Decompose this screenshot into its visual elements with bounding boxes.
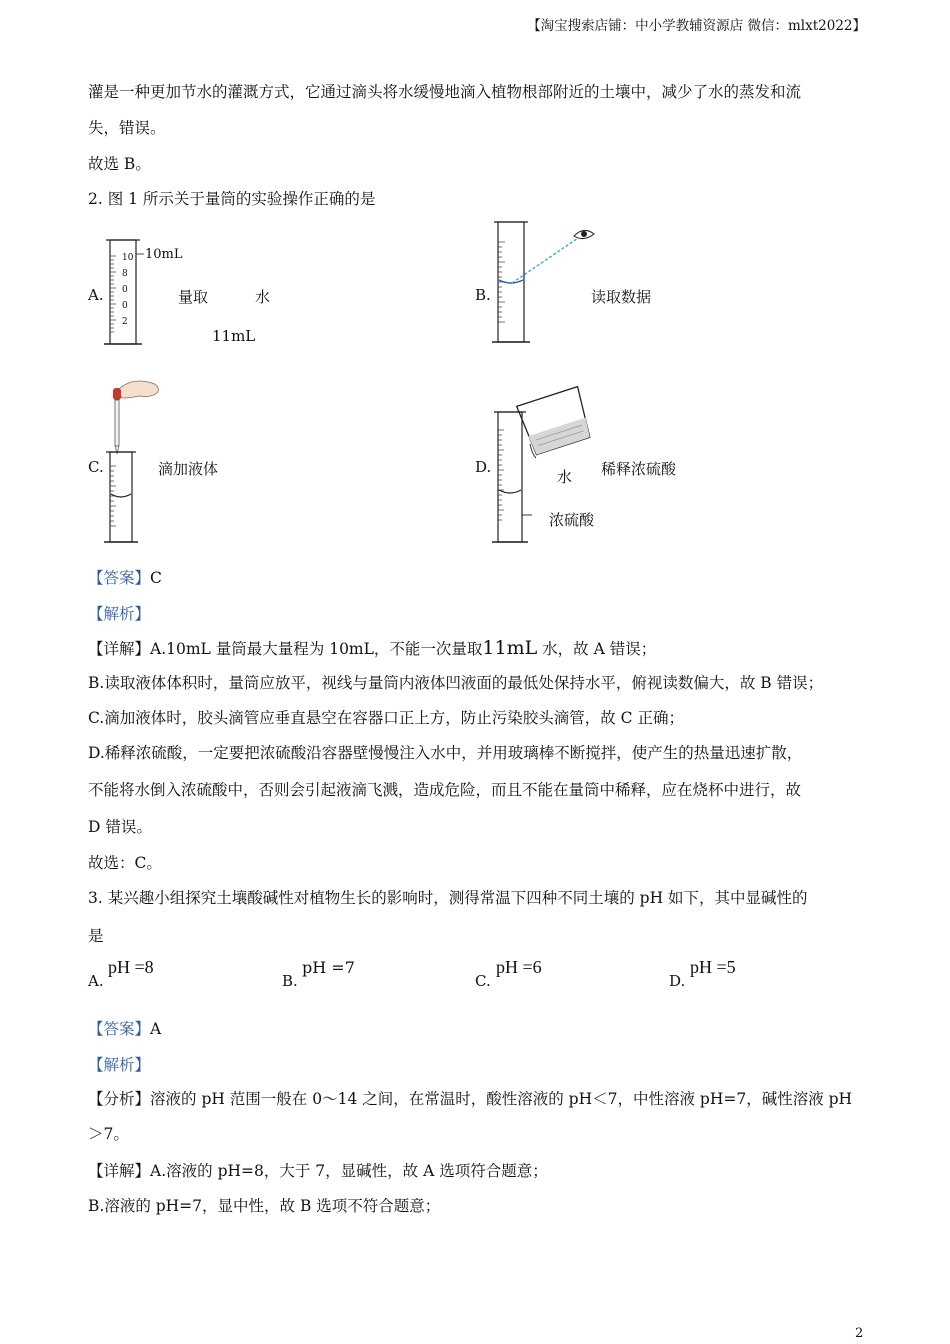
q3-analysis-line: ＞7。 bbox=[88, 1125, 129, 1143]
fenxi-text: 溶液的 pH 范围一般在 0～14 之间，在常温时，酸性溶液的 pH＜7，中性溶液 pH=7，碱性溶液 pH bbox=[150, 1090, 853, 1108]
q2-conclusion: 故选：C。 bbox=[88, 854, 162, 872]
analysis-tag: 【解析】 bbox=[88, 605, 151, 623]
option-b-value: pH =7 bbox=[302, 958, 355, 977]
q3-analysis-line bbox=[88, 1089, 852, 1109]
option-b-letter: B. bbox=[475, 286, 491, 304]
option-d-letter: D. bbox=[669, 972, 686, 990]
option-a-letter: A. bbox=[88, 972, 104, 990]
answer-value: A bbox=[150, 1020, 162, 1038]
q3-detail-line: B.溶液的 pH=7，显中性，故 B 选项不符合题意； bbox=[88, 1197, 441, 1215]
option-d-letter: D. bbox=[475, 458, 492, 476]
answer-tag: 【答案】 bbox=[88, 1020, 151, 1038]
beaker-icon bbox=[517, 387, 594, 456]
answer-tag: 【答案】 bbox=[88, 569, 151, 587]
eye-icon bbox=[574, 230, 594, 238]
hand-icon bbox=[118, 381, 158, 398]
page-number: 2 bbox=[855, 1326, 864, 1341]
graduated-cylinder-b bbox=[492, 218, 602, 348]
option-a-caption: 水 bbox=[255, 288, 271, 306]
detail-text: 水，故 A 错误； bbox=[537, 640, 657, 658]
text-line: 故选 B。 bbox=[88, 155, 151, 173]
detail-text: A.10mL 量筒最大量程为 10mL，不能一次量取 bbox=[150, 640, 483, 658]
q2-detail-line: 不能将水倒入浓硫酸中，否则会引起液滴飞溅，造成危险，而且不能在量筒中稀释，应在烧杯中进行，故 bbox=[88, 781, 802, 799]
option-a-value: pH =8 bbox=[108, 957, 154, 977]
option-c-letter: C. bbox=[475, 972, 491, 990]
water-label: 水 bbox=[557, 468, 573, 486]
q2-detail-line: C.滴加液体时，胶头滴管应垂直悬空在容器口正上方，防止污染胶头滴管，故 C 正确； bbox=[88, 709, 684, 727]
option-a-caption: 量取 bbox=[178, 288, 209, 306]
q2-detail-line: D 错误。 bbox=[88, 818, 152, 836]
text-line: 失，错误。 bbox=[88, 119, 166, 137]
q2-detail-line bbox=[88, 638, 656, 659]
option-d-caption: 稀释浓硫酸 bbox=[601, 460, 677, 478]
q3-answer bbox=[88, 1019, 161, 1039]
tick-label: 0 bbox=[122, 285, 128, 295]
detail-tag: 【详解】 bbox=[88, 640, 151, 658]
page-header: 【淘宝搜索店铺：中小学教辅资源店 微信：mlxt2022】 bbox=[527, 18, 866, 34]
text-line: 灌是一种更加节水的灌溉方式，它通过滴头将水缓慢地滴入植物根部附近的土壤中，减少了水的蒸发和流 bbox=[88, 83, 802, 101]
q2-detail-line: D.稀释浓硫酸，一定要把浓硫酸沿容器壁慢慢注入水中，并用玻璃棒不断搅拌，使产生的热量迅速扩散， bbox=[88, 744, 803, 762]
option-a-volume: 11mL bbox=[212, 327, 256, 345]
question-3-stem: 是 bbox=[88, 927, 104, 945]
analysis-tag: 【解析】 bbox=[88, 1056, 151, 1074]
tick-label: 10 bbox=[122, 253, 134, 263]
option-d-value: pH =5 bbox=[690, 957, 736, 977]
option-c-caption: 滴加液体 bbox=[158, 460, 219, 478]
question-2-stem: 2. 图 1 所示关于量筒的实验操作正确的是 bbox=[88, 190, 376, 208]
tick-label: 8 bbox=[122, 269, 128, 279]
option-b-letter: B. bbox=[282, 972, 298, 990]
option-b-caption: 读取数据 bbox=[591, 288, 652, 306]
answer-value: C bbox=[150, 569, 162, 587]
option-c-letter: C. bbox=[88, 458, 104, 476]
detail-text: A.溶液的 pH=8，大于 7，显碱性，故 A 选项符合题意； bbox=[150, 1162, 548, 1180]
q2-detail-line: B.读取液体体积时，量筒应放平，视线与量筒内液体凹液面的最低处保持水平，俯视读数偏大，故 B 错误； bbox=[88, 674, 824, 692]
option-a-letter: A. bbox=[88, 286, 104, 304]
option-c-value: pH =6 bbox=[496, 957, 542, 977]
cylinder-tick-labels bbox=[122, 250, 133, 330]
acid-label: 浓硫酸 bbox=[549, 511, 595, 529]
tick-label: 0 bbox=[122, 301, 128, 311]
fenxi-tag: 【分析】 bbox=[88, 1090, 151, 1108]
tick-label: 2 bbox=[122, 317, 128, 327]
q3-detail-line bbox=[88, 1161, 548, 1181]
cylinder-capacity-label: 10mL bbox=[145, 247, 183, 262]
q2-answer bbox=[88, 568, 162, 588]
question-3-stem: 3. 某兴趣小组探究土壤酸碱性对植物生长的影响时，测得常温下四种不同土壤的 pH 如下，其中显碱性的 bbox=[88, 889, 808, 907]
detail-tag: 【详解】 bbox=[88, 1162, 151, 1180]
detail-math: 11mL bbox=[482, 637, 538, 659]
